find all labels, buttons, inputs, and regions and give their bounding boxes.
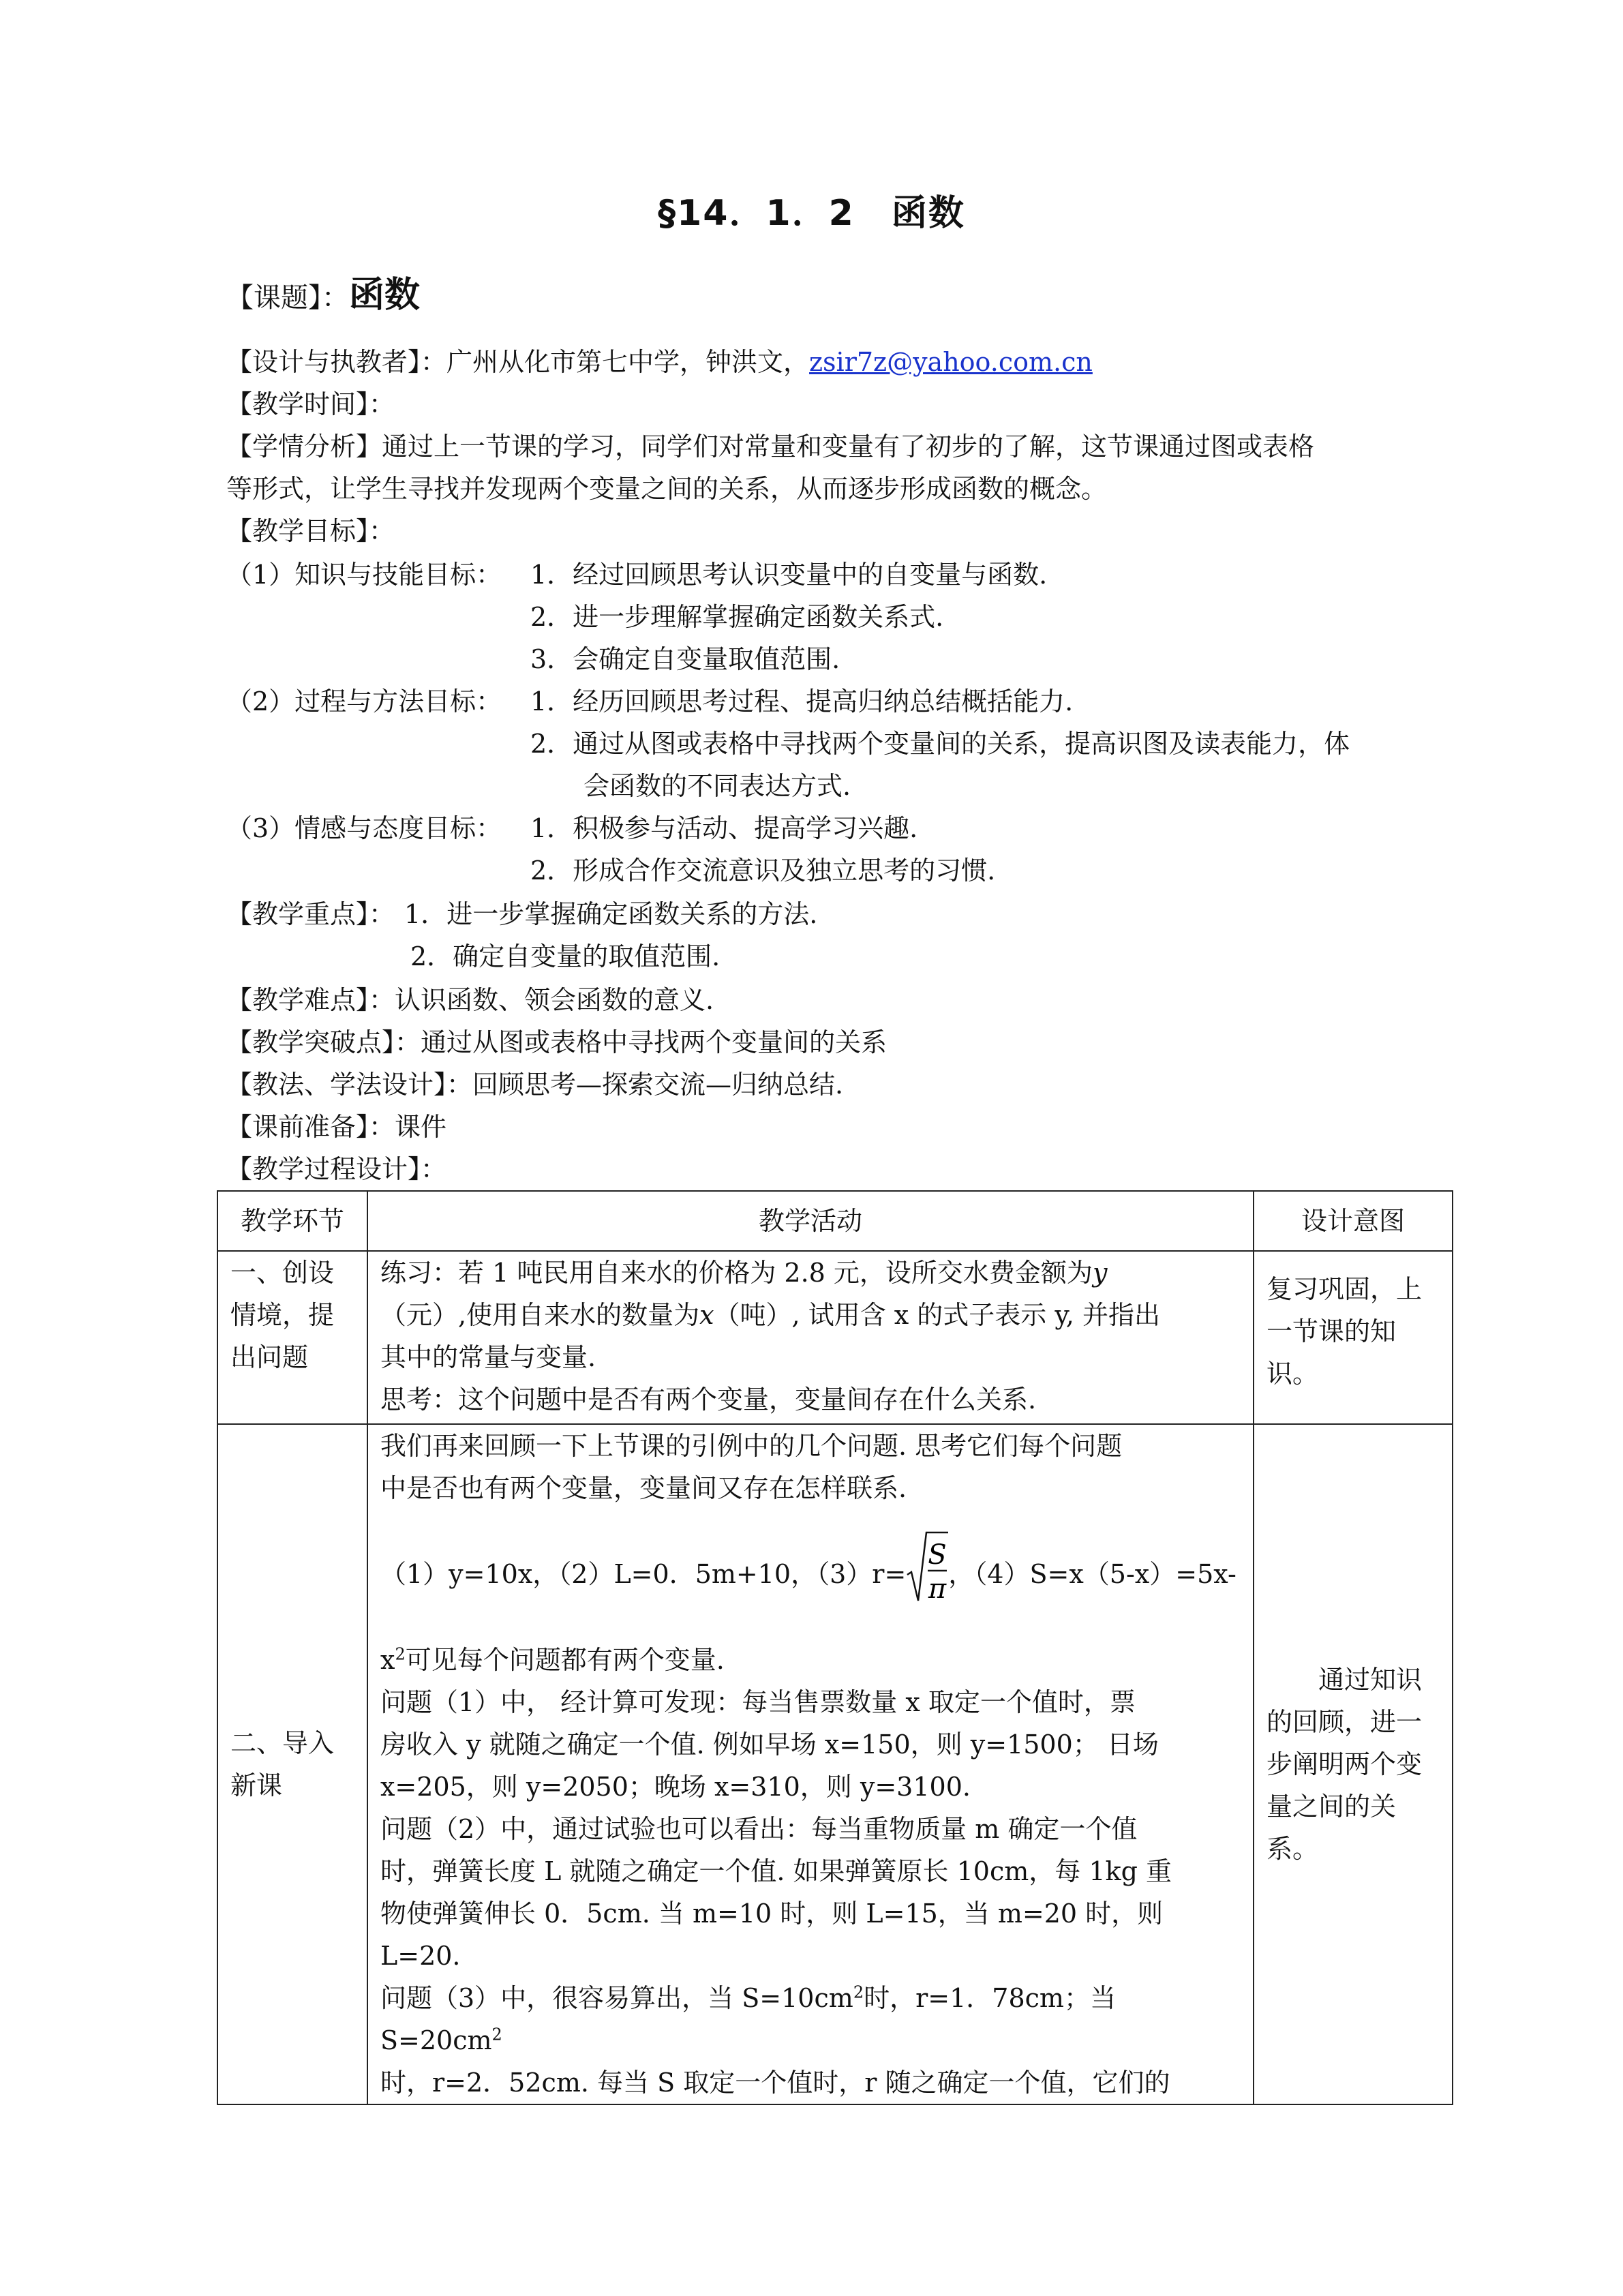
topic-line: [226, 271, 420, 322]
exponent: 2: [853, 1982, 864, 2002]
header-intent: 设计意图: [1254, 1191, 1453, 1251]
activity-text: 可见每个问题都有两个变量.: [405, 1645, 725, 1675]
topic-label: 【课题】：: [226, 282, 349, 314]
activity-text: 物使弹簧伸长 0．5cm. 当 m=10 时，则 L=15，当 m=20 时，则 L=20.: [380, 1899, 1164, 1971]
formula-line: [380, 1530, 1241, 1618]
activity-text: 练习：若 1 吨民用自来水的价格为 2.8 元，设所交水费金额为: [380, 1258, 1093, 1288]
analysis-line-1: 【学情分析】通过上一节课的学习，同学们对常量和变量有了初步的了解，这节课通过图或表格: [226, 432, 1315, 462]
formula-text: （1）y=10x，（2）L=0．5m+10，（3）r=: [380, 1559, 907, 1589]
activity-text: 问题（1）中， 经计算可发现：每当售票数量 x 取定一个值时，票: [380, 1687, 1136, 1717]
activity-text: 我们再来回顾一下上节课的引例中的几个问题. 思考它们每个问题: [380, 1431, 1123, 1461]
email-link[interactable]: zsir7z@yahoo.com.cn: [809, 347, 1093, 377]
preparation-line: 【课前准备】：课件: [226, 1112, 447, 1142]
key-points-line: [226, 893, 817, 935]
activity-text: x=205，则 y=2050；晚场 x=310，则 y=3100.: [380, 1772, 971, 1802]
difficulty-line: 【教学难点】：认识函数、领会函数的意义.: [226, 985, 714, 1015]
row-intent: 通过知识的回顾，进一步阐明两个变量之间的关系。: [1254, 1424, 1453, 2104]
key-point-item: 1．进一步掌握确定函数关系的方法.: [404, 899, 818, 929]
activity-text: 中是否也有两个变量，变量间又存在怎样联系.: [380, 1473, 907, 1503]
page-title: §14．1．2 函数: [658, 193, 965, 234]
header-step: 教学环节: [217, 1191, 367, 1251]
activity-text: 时，弹簧长度 L 就随之确定一个值. 如果弹簧原长 10cm，每 1kg 重: [380, 1856, 1172, 1886]
row-intent: 复习巩固，上一节课的知识。: [1254, 1251, 1453, 1424]
row-activity: [367, 1424, 1254, 2104]
objective-group-1-label: （1）知识与技能目标：: [226, 560, 502, 590]
topic-value: 函数: [349, 275, 421, 316]
objective-item-wrap: 会函数的不同表达方式.: [583, 771, 851, 801]
objectives-label: 【教学目标】：: [226, 516, 395, 546]
sqrt-fraction: [906, 1530, 948, 1618]
row-activity: [367, 1251, 1254, 1424]
objective-group-2-label: （2）过程与方法目标：: [226, 686, 502, 716]
designer-value: 广州从化市第七中学，钟洪文，: [446, 347, 810, 377]
header-activity: 教学活动: [367, 1191, 1254, 1251]
objective-group-3-label: （3）情感与态度目标：: [226, 813, 502, 843]
row-step: 二、导入新课: [217, 1424, 367, 2104]
table-header-row: [217, 1191, 1453, 1251]
activity-text: 问题（2）中，通过试验也可以看出：每当重物质量 m 确定一个值: [380, 1814, 1138, 1844]
table-row: [217, 1424, 1453, 2104]
methods-line: 【教法、学法设计】：回顾思考—探索交流—归纳总结.: [226, 1070, 844, 1100]
key-point-item: 2．确定自变量的取值范围.: [410, 941, 721, 971]
activity-text: 思考：这个问题中是否有两个变量，变量间存在什么关系.: [380, 1385, 1037, 1415]
breakthrough-line: 【教学突破点】：通过从图或表格中寻找两个变量间的关系: [226, 1027, 888, 1057]
exponent: 2: [395, 1644, 406, 1664]
activity-text: （吨）, 试用含 x 的式子表示 y, 并指出: [714, 1300, 1160, 1330]
analysis-line-2: 等形式，让学生寻找并发现两个变量之间的关系，从而逐步形成函数的概念。: [226, 474, 1108, 504]
objective-item: 2．形成合作交流意识及独立思考的习惯.: [530, 856, 996, 886]
activity-text: 房收入 y 就随之确定一个值. 例如早场 x=150，则 y=1500； 日场: [380, 1729, 1159, 1759]
row-step: 一、创设情境，提出问题: [217, 1251, 367, 1424]
fraction-numerator: S: [928, 1539, 947, 1571]
activity-text: 时，r=1．78cm；当 S=20cm: [380, 1983, 1116, 2055]
variable-y: y: [1092, 1258, 1108, 1288]
activity-text: 时，r=2．52cm. 每当 S 取定一个值时，r 随之确定一个值，它们的: [380, 2068, 1170, 2098]
activity-text: 其中的常量与变量.: [380, 1342, 596, 1372]
table-row: [217, 1251, 1453, 1424]
fraction-denominator: π: [928, 1573, 947, 1605]
designer-label: 【设计与执教者】：: [226, 347, 447, 377]
objective-item: 3．会确定自变量取值范围.: [530, 644, 840, 674]
variable-x: x: [699, 1300, 714, 1330]
activity-text: 问题（3）中，很容易算出，当 S=10cm: [380, 1983, 853, 2013]
formula-text: ，（4）S=x（5-x）=5x-: [948, 1559, 1237, 1589]
formula-text: x: [380, 1645, 395, 1675]
objective-item: 1．经历回顾思考过程、提高归纳总结概括能力.: [530, 686, 1074, 716]
process-label: 【教学过程设计】：: [226, 1154, 447, 1184]
key-points-label: 【教学重点】：: [226, 899, 395, 929]
objective-item: 2．通过从图或表格中寻找两个变量间的关系，提高识图及读表能力，体: [530, 729, 1350, 759]
activity-text: （元）,使用自来水的数量为: [380, 1300, 700, 1330]
objective-item: 2．进一步理解掌握确定函数关系式.: [530, 602, 944, 632]
time-line: 【教学时间】：: [226, 389, 395, 419]
exponent: 2: [491, 2025, 502, 2044]
objective-item: 1．经过回顾思考认识变量中的自变量与函数.: [530, 560, 1048, 590]
objective-item: 1．积极参与活动、提高学习兴趣.: [530, 813, 918, 843]
process-table: [217, 1190, 1453, 2105]
designer-line: [226, 341, 1093, 383]
